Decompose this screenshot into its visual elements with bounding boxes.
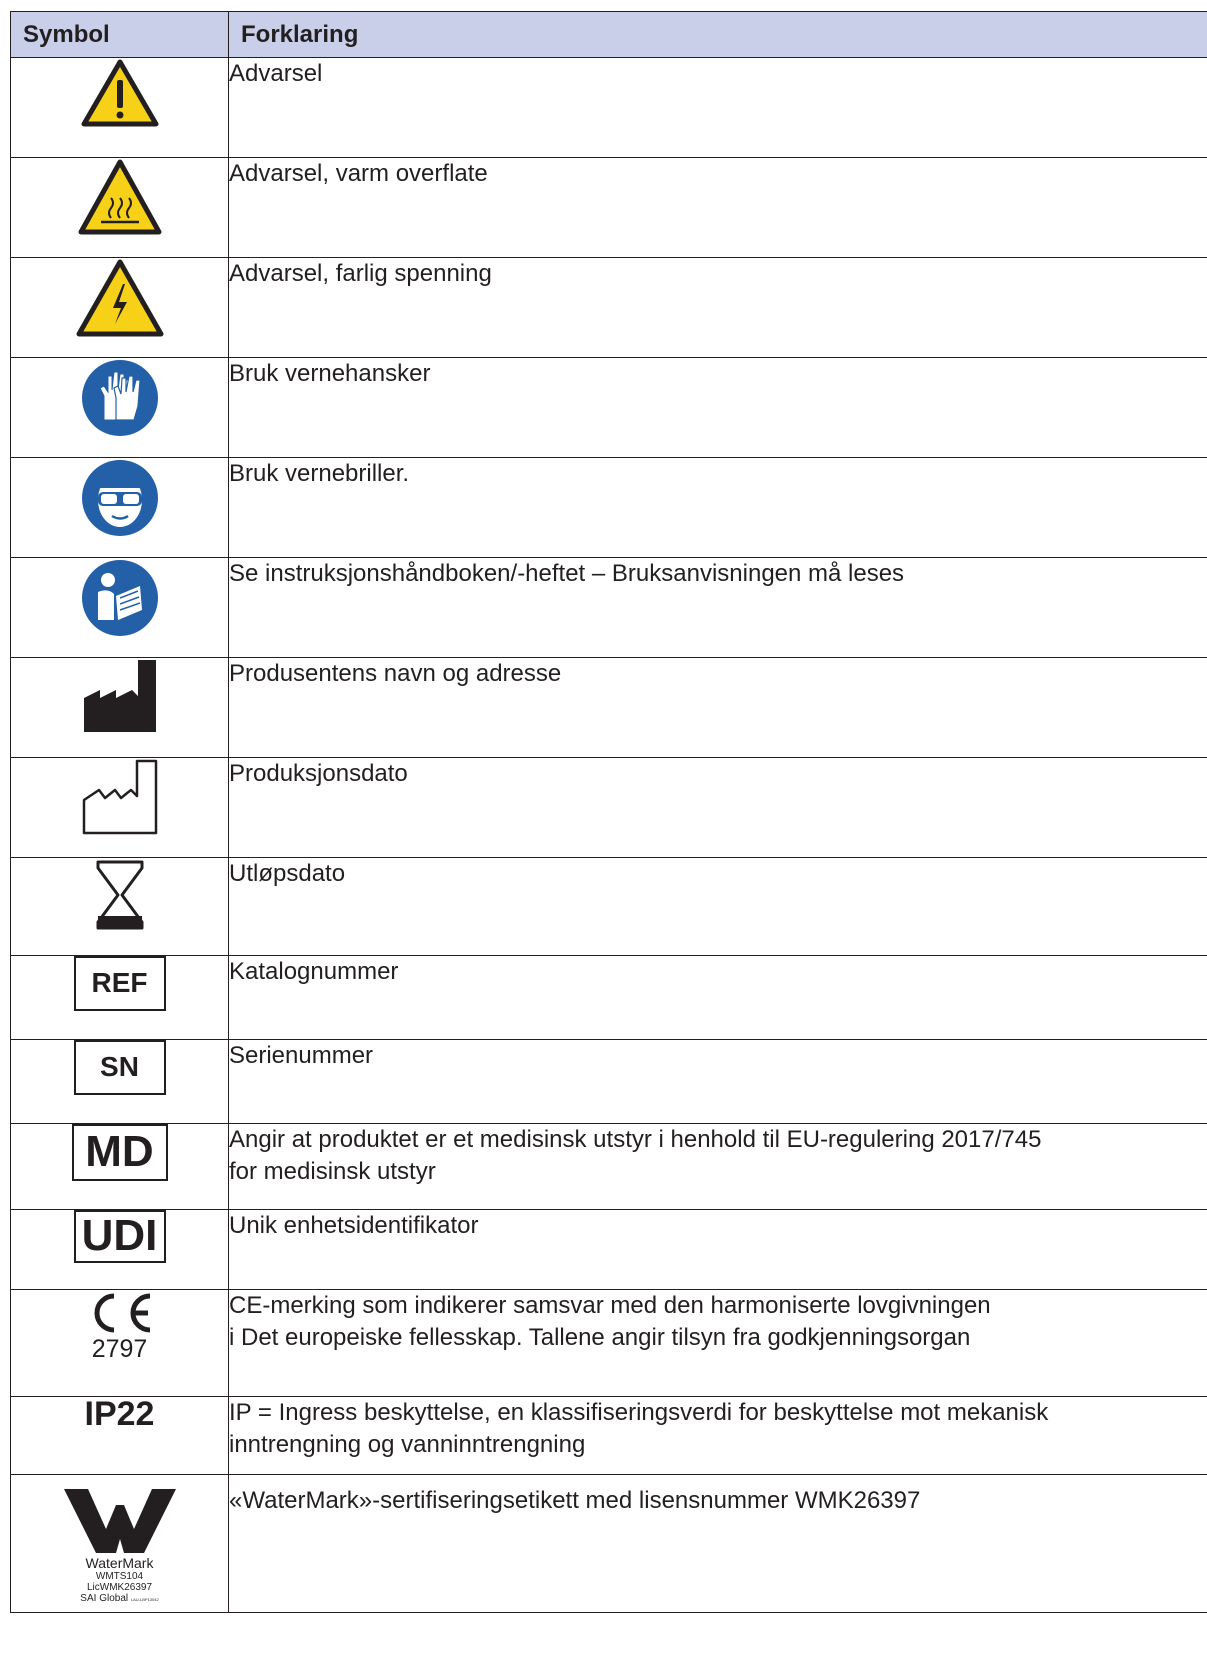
manufacturer-icon	[82, 658, 158, 734]
row-text-line: i Det europeiske fellesskap. Tallene angir tilsyn fra godkjenningsorgan	[229, 1324, 971, 1351]
table-row	[11, 658, 1207, 758]
row-text: Advarsel, farlig spenning	[229, 260, 492, 287]
row-text-line: inntrengning og vanninntrengning	[229, 1431, 586, 1458]
table-row	[11, 758, 1207, 858]
table-row	[11, 858, 1207, 956]
row-text: Unik enhetsidentifikator	[229, 1212, 479, 1239]
md-label-icon: MD	[72, 1124, 168, 1181]
sn-label-icon: SN	[74, 1040, 166, 1095]
safety-goggles-icon	[80, 458, 160, 538]
table-row	[11, 358, 1207, 458]
row-text: Se instruksjonshåndboken/-heftet – Bruksanvisningen må leses	[229, 560, 905, 587]
watermark-logo-icon	[60, 1483, 180, 1555]
row-text: Advarsel, varm overflate	[229, 160, 488, 187]
row-text: Produksjonsdato	[229, 760, 408, 787]
row-text-line: CE-merking som indikerer samsvar med den harmoniserte lovgivningen	[229, 1292, 991, 1319]
header-symbol: Symbol	[11, 12, 229, 58]
watermark-logo-text: WMTS104	[95, 1571, 144, 1582]
table-row	[11, 1475, 1207, 1613]
high-voltage-warning-icon	[75, 258, 165, 338]
table-row	[11, 258, 1207, 358]
row-text: Advarsel	[229, 60, 323, 87]
watermark-logo-text: WaterMark	[85, 1555, 154, 1571]
row-text: Katalognummer	[229, 958, 399, 985]
row-text-line: Angir at produktet er et medisinsk utstyr i henhold til EU-regulering 2017/745	[229, 1126, 1042, 1153]
udi-label-icon: UDI	[74, 1210, 166, 1263]
notified-body-number: 2797	[91, 1335, 148, 1363]
table-row	[11, 558, 1207, 658]
row-text: Serienummer	[229, 1042, 374, 1069]
table-row	[11, 1124, 1207, 1210]
hot-surface-warning-icon	[77, 158, 163, 236]
watermark-logo-text: SAI Global LAU-LBP13042	[80, 1593, 159, 1604]
table-header-row	[11, 12, 1207, 58]
expiry-date-hourglass-icon	[94, 858, 146, 932]
ref-label-icon: REF	[74, 956, 166, 1011]
header-explanation: Forklaring	[229, 12, 1207, 58]
watermark-logo-text: LicWMK26397	[86, 1582, 153, 1593]
table-row	[11, 1397, 1207, 1475]
row-text: Produsentens navn og adresse	[229, 660, 562, 687]
table-row	[11, 1040, 1207, 1124]
manufacture-date-icon	[81, 758, 159, 836]
symbol-table	[10, 11, 1207, 1613]
row-text-line: for medisinsk utstyr	[229, 1158, 436, 1185]
row-text: «WaterMark»-sertifiseringsetikett med lisensnummer WMK26397	[229, 1487, 921, 1514]
row-text-line: IP = Ingress beskyttelse, en klassifiseringsverdi for beskyttelse mot mekanisk	[229, 1399, 1049, 1426]
row-text: Bruk vernebriller.	[229, 460, 410, 487]
table-row	[11, 1290, 1207, 1397]
row-text: Bruk vernehansker	[229, 360, 431, 387]
table-row	[11, 458, 1207, 558]
table-row	[11, 1210, 1207, 1290]
warning-icon	[80, 58, 160, 128]
ip22-label: IP22	[84, 1395, 155, 1433]
read-manual-icon	[80, 558, 160, 638]
table-row	[11, 956, 1207, 1040]
ce-mark-icon	[84, 1290, 156, 1336]
table-row	[11, 158, 1207, 258]
row-text: Utløpsdato	[229, 860, 346, 887]
gloves-icon	[80, 358, 160, 438]
table-row	[11, 58, 1207, 158]
